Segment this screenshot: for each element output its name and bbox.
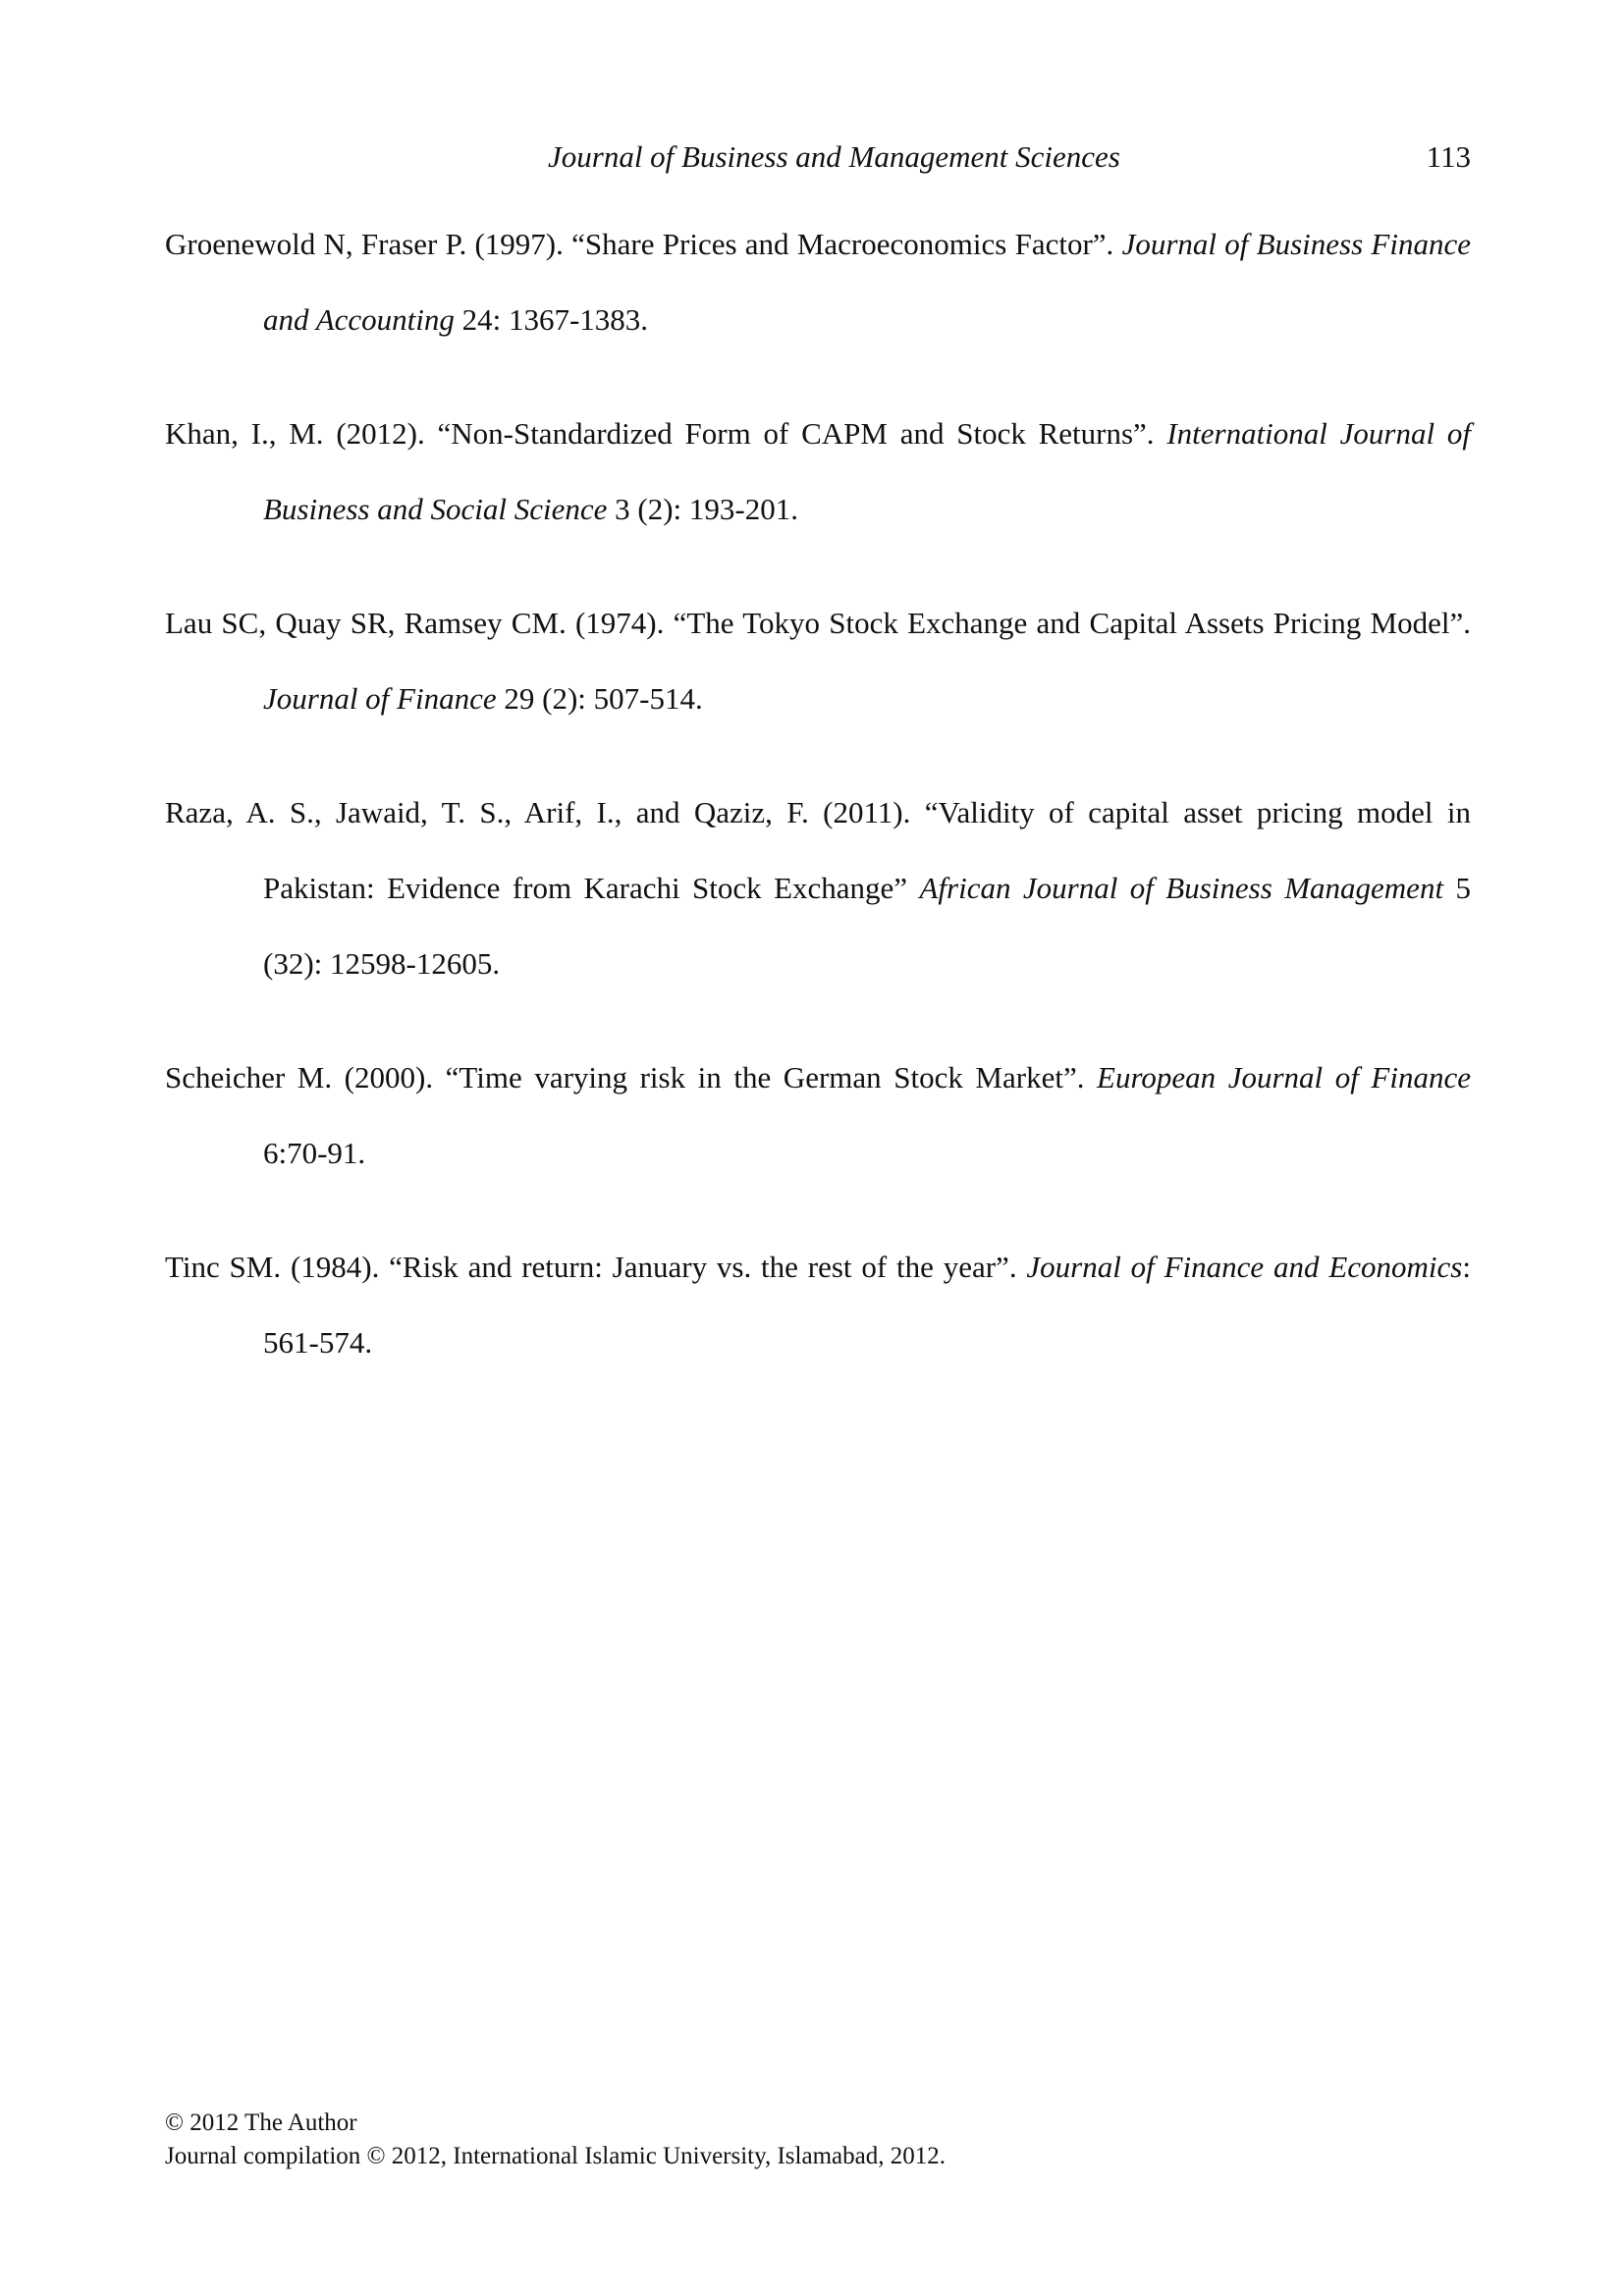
reference-details: 5 (32): 12598-12605.	[263, 871, 1471, 981]
reference-details: 3 (2): 193-201.	[607, 492, 798, 526]
running-header	[0, 135, 1623, 179]
reference-text: Raza, A. S., Jawaid, T. S., Arif, I., and Qaziz, F. (2011). “Validity of capital asset pricing model in Pakistan: Evidence from Karachi Stock Exchange”	[165, 795, 1471, 905]
copyright-line: © 2012 The Author	[165, 2109, 357, 2136]
journal-title: Journal of Finance and Economics	[1026, 1250, 1463, 1284]
journal-title: African Journal of Business Management	[919, 871, 1444, 905]
reference-entry-lau	[165, 585, 1471, 736]
reference-entry-scheicher	[165, 1040, 1471, 1191]
compilation-line: Journal compilation © 2012, International Islamic University, Islamabad, 2012.	[165, 2143, 946, 2169]
reference-text: Tinc SM. (1984). “Risk and return: January vs. the rest of the year”.	[165, 1250, 1027, 1284]
journal-title: European Journal of Finance	[1097, 1060, 1471, 1095]
running-title: Journal of Business and Management Sciences	[548, 139, 1120, 174]
journal-title: International Journal of Business and Social Science	[263, 416, 1471, 526]
reference-details: 24: 1367-1383.	[454, 302, 649, 337]
journal-title: Journal of Finance	[263, 681, 497, 716]
reference-entry-groenewold	[165, 206, 1471, 357]
reference-text: Scheicher M. (2000). “Time varying risk in the German Stock Market”.	[165, 1060, 1098, 1095]
reference-details: 29 (2): 507-514.	[496, 681, 703, 716]
reference-entry-tinc	[165, 1229, 1471, 1380]
reference-list	[165, 206, 1471, 1418]
reference-details: 6:70-91.	[263, 1136, 366, 1170]
page-footer	[165, 2107, 946, 2173]
journal-title: Journal of Business Finance and Accounting	[263, 227, 1471, 337]
page-number: 113	[1426, 139, 1471, 174]
reference-details: : 561-574.	[263, 1250, 1471, 1360]
reference-text: Groenewold N, Fraser P. (1997). “Share Prices and Macroeconomics Factor”.	[165, 227, 1122, 261]
reference-text: Lau SC, Quay SR, Ramsey CM. (1974). “The Tokyo Stock Exchange and Capital Assets Pricing Model”.	[165, 606, 1471, 640]
reference-text: Khan, I., M. (2012). “Non-Standardized Form of CAPM and Stock Returns”.	[165, 416, 1167, 451]
reference-entry-khan	[165, 396, 1471, 547]
reference-entry-raza	[165, 774, 1471, 1001]
